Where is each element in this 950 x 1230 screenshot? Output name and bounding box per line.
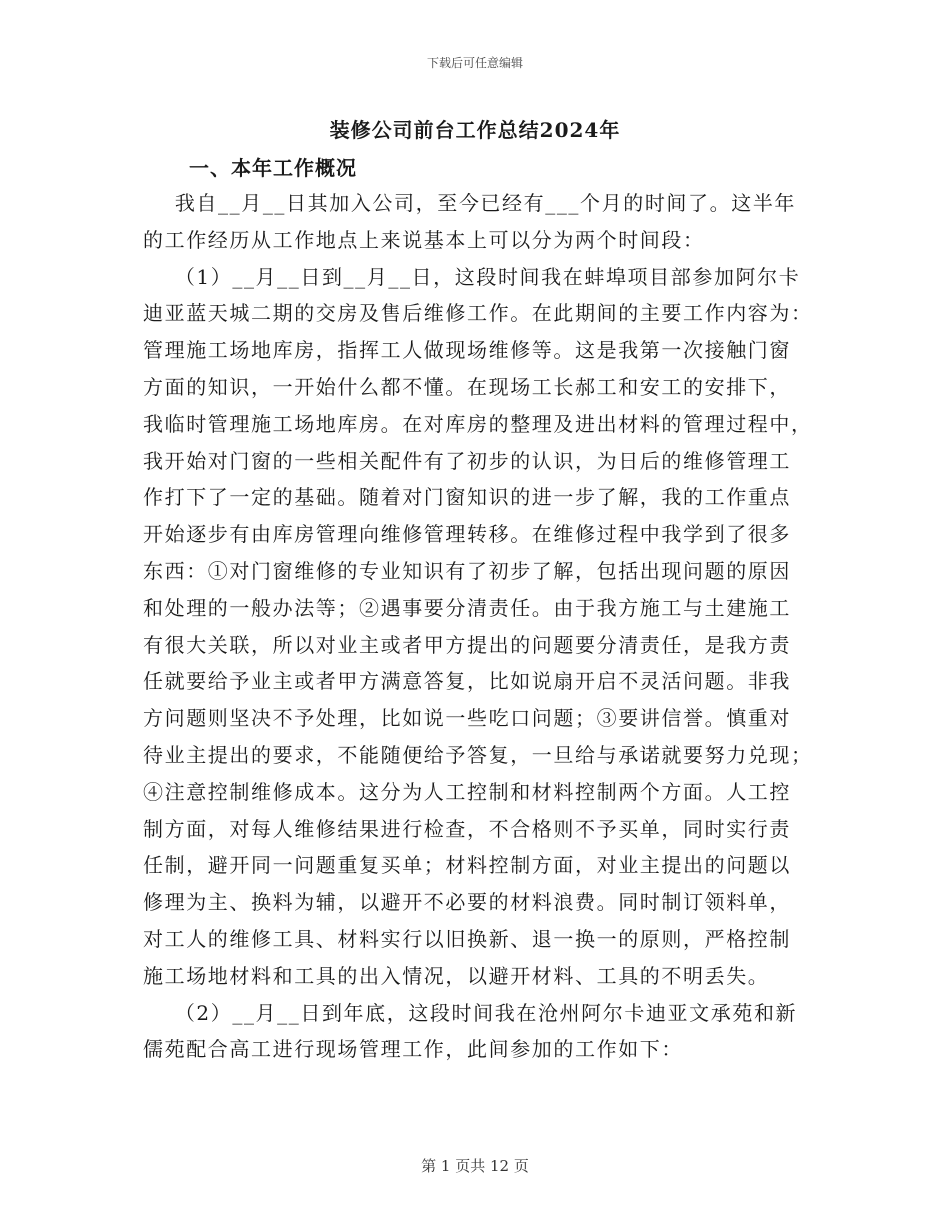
text-line: 作打下了一定的基础。随着对门窗知识的进一步了解，我的工作重点 xyxy=(143,485,791,510)
document-title: 装修公司前台工作总结2024年 xyxy=(329,118,621,142)
text-line: 开始逐步有由库房管理向维修管理转移。在维修过程中我学到了很多 xyxy=(143,522,791,547)
text-line: 修理为主、换料为辅，以避开不必要的材料浪费。同时制订领料单， xyxy=(143,890,791,915)
body-text xyxy=(143,185,823,1068)
text-line: 有很大关联，所以对业主或者甲方提出的问题要分清责任，是我方责 xyxy=(143,632,791,657)
text-line: 我开始对门窗的一些相关配件有了初步的认识，为日后的维修管理工 xyxy=(143,448,791,473)
text-line: 东西：①对门窗维修的专业知识有了初步了解，包括出现问题的原因 xyxy=(143,558,791,583)
text-line: （1）__月__日到__月__日，这段时间我在蚌埠项目部参加阿尔卡 xyxy=(143,264,801,289)
text-line: 施工场地材料和工具的出入情况，以避开材料、工具的不明丢失。 xyxy=(143,963,770,988)
text-line: 对工人的维修工具、材料实行以旧换新、退一换一的原则，严格控制 xyxy=(143,926,791,951)
text-line: 迪亚蓝天城二期的交房及售后维修工作。在此期间的主要工作内容为： xyxy=(143,301,813,326)
page-footer: 第 1 页共 12 页 xyxy=(421,1157,529,1175)
header-note: 下载后可任意编辑 xyxy=(426,56,523,70)
text-line: 我临时管理施工场地库房。在对库房的整理及进出材料的管理过程中， xyxy=(143,411,813,436)
text-line: 儒苑配合高工进行现场管理工作，此间参加的工作如下： xyxy=(143,1037,683,1062)
text-line: 任就要给予业主或者甲方满意答复，比如说扇开启不灵活问题。非我 xyxy=(143,669,791,694)
section-heading: 一、本年工作概况 xyxy=(189,156,357,180)
text-line: 管理施工场地库房，指挥工人做现场维修等。这是我第一次接触门窗 xyxy=(143,338,791,363)
text-line: 方面的知识，一开始什么都不懂。在现场工长郝工和安工的安排下， xyxy=(143,374,791,399)
text-line: 和处理的一般办法等；②遇事要分清责任。由于我方施工与土建施工 xyxy=(143,595,791,620)
text-line: 我自__月__日其加入公司，至今已经有___个月的时间了。这半年 xyxy=(143,191,797,215)
text-line: 待业主提出的要求，不能随便给予答复，一旦给与承诺就要努力兑现； xyxy=(143,742,813,767)
text-line: （2）__月__日到年底，这段时间我在沧州阿尔卡迪亚文承苑和新 xyxy=(143,1000,798,1025)
text-line: 制方面，对每人维修结果进行检查，不合格则不予买单，同时实行责 xyxy=(143,816,791,841)
text-line: 任制，避开同一问题重复买单；材料控制方面，对业主提出的问题以 xyxy=(143,853,791,878)
text-line: 方问题则坚决不予处理，比如说一些吃口问题；③要讲信誉。慎重对 xyxy=(143,706,791,731)
text-line: ④注意控制维修成本。这分为人工控制和材料控制两个方面。人工控 xyxy=(143,779,791,804)
text-line: 的工作经历从工作地点上来说基本上可以分为两个时间段： xyxy=(143,227,705,252)
